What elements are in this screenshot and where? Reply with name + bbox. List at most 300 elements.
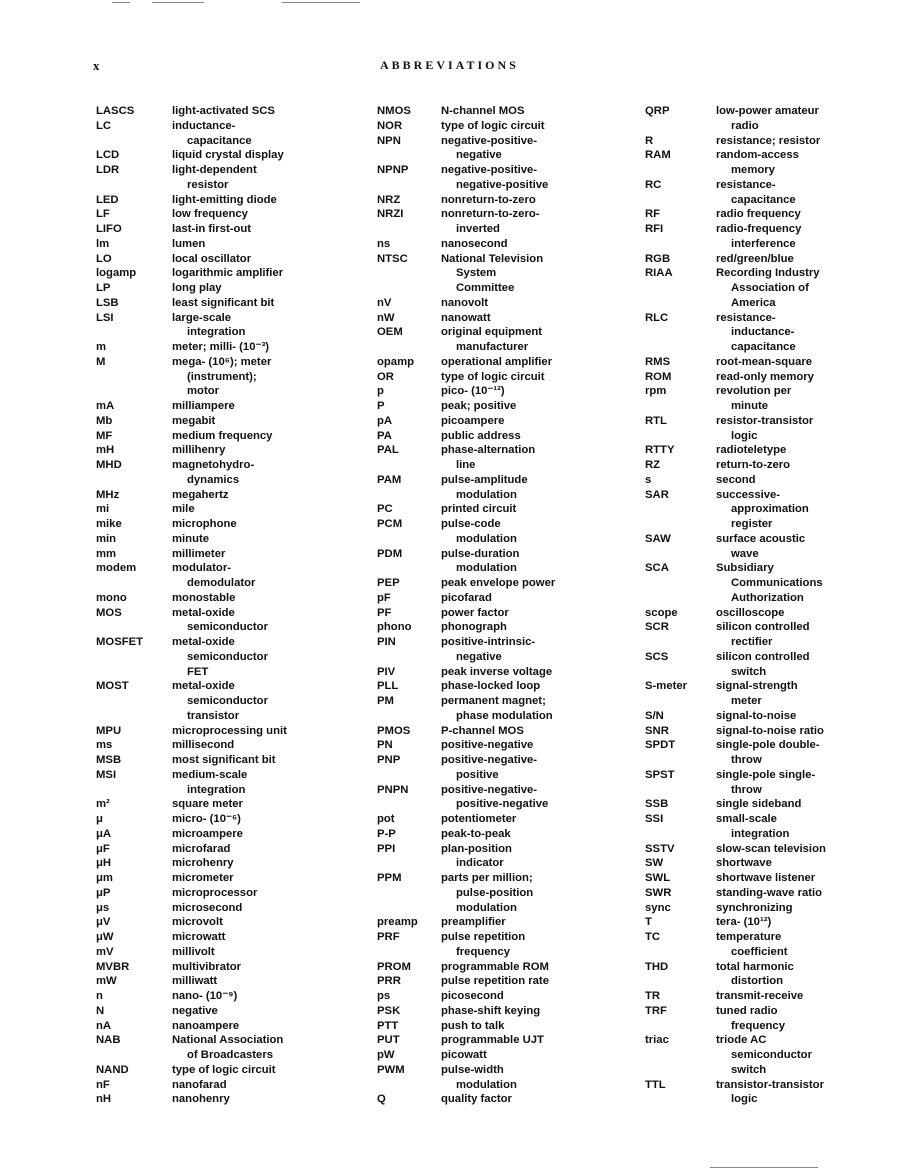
abbreviation-term: phono: [377, 621, 412, 634]
definition-line: medium frequency: [172, 429, 273, 442]
abbreviation-term: LF: [96, 208, 110, 221]
glossary-entry: [645, 222, 826, 252]
glossary-entry: [377, 915, 555, 930]
definition-line: random-access: [716, 149, 799, 162]
definition-line: nanoampere: [172, 1019, 240, 1032]
abbreviation-definition: [716, 709, 826, 724]
glossary-entry: [377, 355, 555, 370]
definition-line: lumen: [172, 237, 206, 250]
glossary-entry: [645, 148, 826, 178]
abbreviation-term: preamp: [377, 916, 418, 929]
abbreviation-term: SSTV: [645, 842, 675, 855]
abbreviation-term: MSB: [96, 754, 122, 766]
definition-line: printed circuit: [441, 503, 517, 516]
glossary-entry: [645, 650, 826, 680]
definition-line: phonograph: [441, 621, 507, 634]
definition-line: picoampere: [441, 414, 505, 427]
abbreviation-term: MVBR: [96, 960, 130, 973]
abbreviation-definition: [172, 458, 287, 488]
abbreviation-definition: [716, 842, 826, 857]
glossary-entry: [377, 1004, 555, 1019]
glossary-entry: [96, 281, 287, 296]
abbreviation-definition: [172, 296, 287, 311]
definition-line: peak envelope power: [441, 577, 556, 589]
glossary-entry: [96, 1019, 287, 1034]
abbreviation-term: mike: [96, 518, 122, 530]
definition-line: switch: [731, 665, 767, 678]
glossary-entry: [645, 266, 826, 310]
abbreviation-term: S/N: [645, 709, 664, 722]
glossary-entry: [377, 119, 555, 134]
definition-line: nanohenry: [172, 1093, 230, 1106]
abbreviation-term: LED: [96, 193, 119, 206]
glossary-entry: [377, 812, 555, 827]
definition-line: nano- (10⁻⁹): [172, 990, 238, 1002]
glossary-entry: [96, 148, 287, 163]
scan-rule: [112, 2, 130, 3]
abbreviation-definition: [172, 886, 287, 901]
abbreviation-definition: [172, 488, 287, 503]
abbreviation-definition: [441, 842, 555, 872]
definition-line: liquid crystal display: [172, 149, 284, 162]
definition-line: microprocessor: [172, 886, 258, 899]
abbreviation-definition: [716, 989, 826, 1004]
abbreviation-term: pW: [377, 1049, 395, 1061]
definition-line: millisecond: [172, 739, 235, 752]
definition-line: programmable ROM: [441, 960, 549, 973]
abbreviation-definition: [441, 1033, 555, 1048]
abbreviation-definition: [172, 871, 287, 886]
definition-line: register: [731, 518, 773, 530]
abbreviation-definition: [441, 517, 555, 547]
glossary-entry: [377, 547, 555, 577]
abbreviation-definition: [716, 207, 826, 222]
abbreviation-definition: [441, 871, 555, 915]
abbreviation-definition: [441, 665, 555, 680]
definition-line: megahertz: [172, 488, 229, 501]
glossary-entry: [377, 724, 555, 739]
glossary-entry: [645, 370, 826, 385]
glossary-entry: [96, 266, 287, 281]
abbreviation-definition: [172, 724, 287, 739]
definition-line: modulation: [456, 1078, 517, 1091]
abbreviation-term: n: [96, 990, 103, 1002]
definition-line: successive-: [716, 488, 781, 501]
definition-line: inductance-: [731, 326, 795, 339]
abbreviation-definition: [172, 635, 287, 679]
abbreviation-term: PLL: [377, 680, 399, 693]
definition-line: silicon controlled: [716, 621, 810, 634]
abbreviation-definition: [172, 945, 287, 960]
abbreviation-definition: [441, 783, 555, 813]
abbreviation-term: SSB: [645, 798, 669, 811]
abbreviation-term: MF: [96, 429, 113, 442]
definition-line: microprocessing unit: [172, 724, 287, 737]
abbreviation-term: mV: [96, 945, 114, 958]
abbreviation-definition: [441, 620, 555, 635]
abbreviation-definition: [441, 414, 555, 429]
abbreviation-definition: [172, 1004, 287, 1019]
glossary-entry: [96, 812, 287, 827]
definition-line: positive-negative-: [441, 783, 538, 796]
definition-line: positive: [456, 768, 499, 781]
abbreviation-term: PIV: [377, 665, 396, 678]
abbreviation-definition: [441, 1063, 555, 1093]
abbreviation-column-1: [96, 104, 287, 1107]
definition-line: peak inverse voltage: [441, 665, 553, 678]
definition-line: millivolt: [172, 945, 215, 958]
abbreviation-term: S-meter: [645, 680, 688, 693]
definition-line: megabit: [172, 414, 216, 427]
abbreviation-definition: [172, 1078, 287, 1093]
abbreviation-term: m: [96, 341, 107, 353]
glossary-entry: [377, 679, 555, 694]
abbreviation-term: RIAA: [645, 267, 673, 280]
abbreviation-term: NAND: [96, 1063, 129, 1076]
glossary-entry: [96, 340, 287, 355]
glossary-entry: [96, 296, 287, 311]
abbreviation-definition: [441, 915, 555, 930]
abbreviation-term: NPN: [377, 134, 401, 147]
abbreviation-term: μm: [96, 872, 113, 884]
abbreviation-term: PRR: [377, 975, 401, 988]
abbreviation-term: RZ: [645, 459, 661, 471]
definition-line: plan-position: [441, 842, 512, 855]
definition-line: Recording Industry: [716, 267, 820, 280]
definition-line: triode AC: [716, 1034, 767, 1047]
abbreviation-definition: [441, 827, 555, 842]
glossary-entry: [377, 193, 555, 208]
glossary-entry: [96, 724, 287, 739]
definition-line: slow-scan television: [716, 842, 826, 855]
abbreviation-definition: [441, 163, 555, 193]
abbreviation-definition: [172, 148, 287, 163]
definition-line: milliampere: [172, 400, 235, 412]
glossary-entry: [96, 458, 287, 488]
abbreviation-definition: [716, 960, 826, 990]
definition-line: line: [456, 459, 476, 471]
definition-line: mile: [172, 503, 195, 516]
abbreviation-definition: [441, 193, 555, 208]
definition-line: magnetohydro-: [172, 459, 255, 471]
abbreviation-term: mono: [96, 591, 127, 604]
definition-line: nonreturn-to-zero-: [441, 208, 540, 221]
definition-line: semiconductor: [187, 650, 268, 663]
definition-line: operational amplifier: [441, 355, 553, 368]
definition-line: total harmonic: [716, 960, 794, 973]
definition-line: of Broadcasters: [187, 1049, 274, 1061]
glossary-entry: [377, 237, 555, 252]
definition-line: light-dependent: [172, 164, 257, 176]
glossary-entry: [377, 694, 555, 724]
abbreviation-term: μs: [96, 901, 110, 914]
glossary-entry: [96, 488, 287, 503]
abbreviation-term: PC: [377, 503, 393, 516]
abbreviation-definition: [441, 989, 555, 1004]
glossary-entry: [96, 827, 287, 842]
glossary-entry: [645, 901, 826, 916]
abbreviation-term: TC: [645, 931, 661, 943]
glossary-entry: [645, 355, 826, 370]
glossary-entry: [645, 709, 826, 724]
definition-line: tera- (10¹²): [716, 916, 772, 929]
abbreviation-term: TRF: [645, 1004, 667, 1017]
abbreviation-term: LDR: [96, 164, 120, 176]
abbreviation-definition: [716, 620, 826, 650]
glossary-entry: [377, 429, 555, 444]
abbreviation-term: PF: [377, 606, 392, 619]
abbreviation-term: LASCS: [96, 105, 135, 117]
definition-line: National Television: [441, 252, 544, 265]
definition-line: N-channel MOS: [441, 105, 525, 117]
abbreviation-definition: [172, 163, 287, 193]
definition-line: throw: [731, 783, 762, 796]
definition-line: micro- (10⁻⁶): [172, 813, 241, 825]
abbreviation-term: μA: [96, 827, 112, 840]
abbreviation-definition: [716, 797, 826, 812]
abbreviation-term: Mb: [96, 414, 113, 427]
definition-line: most significant bit: [172, 754, 276, 766]
abbreviation-term: MHz: [96, 488, 120, 501]
glossary-entry: [96, 738, 287, 753]
definition-line: approximation: [731, 503, 809, 516]
glossary-entry: [377, 473, 555, 503]
definition-line: pulse-duration: [441, 547, 520, 560]
page-number: x: [93, 58, 100, 73]
definition-line: push to talk: [441, 1019, 505, 1032]
glossary-entry: [377, 502, 555, 517]
abbreviation-definition: [172, 974, 287, 989]
scan-rule: [152, 2, 204, 3]
definition-line: synchronizing: [716, 901, 793, 914]
definition-line: indicator: [456, 857, 504, 870]
abbreviation-definition: [172, 1019, 287, 1034]
definition-line: monostable: [172, 591, 236, 604]
abbreviation-definition: [172, 591, 287, 606]
definition-line: multivibrator: [172, 960, 242, 973]
abbreviation-term: PM: [377, 695, 394, 707]
abbreviation-term: SPDT: [645, 739, 676, 752]
abbreviation-definition: [172, 753, 287, 768]
glossary-entry: [377, 930, 555, 960]
definition-line: frequency: [456, 945, 510, 958]
abbreviation-term: M: [96, 355, 106, 368]
abbreviation-term: SAR: [645, 488, 669, 501]
glossary-entry: [645, 561, 826, 605]
glossary-entry: [96, 606, 287, 636]
abbreviation-term: LO: [96, 252, 112, 265]
definition-line: radio frequency: [716, 208, 801, 221]
glossary-entry: [96, 443, 287, 458]
definition-line: microhenry: [172, 857, 234, 870]
definition-line: light-emitting diode: [172, 193, 277, 206]
definition-line: peak-to-peak: [441, 827, 511, 840]
abbreviation-definition: [172, 281, 287, 296]
definition-line: signal-to-noise ratio: [716, 724, 824, 737]
glossary-entry: [96, 1033, 287, 1063]
definition-line: System: [456, 267, 497, 280]
glossary-entry: [96, 222, 287, 237]
definition-line: single sideband: [716, 798, 802, 811]
glossary-entry: [96, 163, 287, 193]
definition-line: resistance-: [716, 178, 776, 191]
definition-line: capacitance: [187, 134, 252, 147]
definition-line: metal-oxide: [172, 680, 235, 693]
glossary-entry: [96, 399, 287, 414]
definition-line: nanofarad: [172, 1078, 227, 1091]
abbreviation-definition: [716, 768, 826, 798]
glossary-entry: [96, 842, 287, 857]
abbreviation-definition: [172, 547, 287, 562]
abbreviation-term: Q: [377, 1093, 386, 1106]
definition-line: resistance-: [716, 311, 776, 324]
glossary-entry: [377, 591, 555, 606]
glossary-entry: [377, 517, 555, 547]
glossary-entry: [96, 1092, 287, 1107]
definition-line: picowatt: [441, 1049, 487, 1061]
glossary-entry: [645, 606, 826, 621]
abbreviation-term: pF: [377, 591, 391, 604]
glossary-entry: [96, 989, 287, 1004]
abbreviation-term: MOS: [96, 606, 122, 619]
abbreviation-term: LIFO: [96, 223, 122, 235]
glossary-entry: [377, 738, 555, 753]
glossary-entry: [645, 724, 826, 739]
abbreviation-term: nW: [377, 311, 395, 324]
definition-line: parts per million;: [441, 872, 533, 884]
definition-line: pico- (10⁻¹²): [441, 385, 505, 398]
abbreviation-definition: [441, 694, 555, 724]
abbreviation-term: ROM: [645, 370, 672, 383]
abbreviation-definition: [716, 355, 826, 370]
abbreviation-term: sync: [645, 901, 671, 914]
definition-line: light-activated SCS: [172, 105, 275, 117]
abbreviation-term: LSI: [96, 311, 114, 324]
glossary-entry: [645, 252, 826, 267]
abbreviation-term: logamp: [96, 267, 137, 280]
abbreviation-term: mA: [96, 400, 115, 412]
abbreviation-definition: [716, 915, 826, 930]
definition-line: standing-wave ratio: [716, 886, 823, 899]
abbreviation-term: modem: [96, 562, 137, 575]
abbreviation-term: P: [377, 400, 385, 412]
glossary-entry: [645, 384, 826, 414]
definition-line: type of logic circuit: [441, 370, 545, 383]
abbreviation-term: LC: [96, 119, 112, 132]
glossary-entry: [377, 252, 555, 296]
definition-line: memory: [731, 164, 775, 176]
abbreviation-term: R: [645, 134, 654, 147]
abbreviation-term: PCM: [377, 518, 403, 530]
glossary-entry: [377, 207, 555, 237]
glossary-entry: [96, 1063, 287, 1078]
abbreviation-term: p: [377, 385, 384, 398]
definition-line: picofarad: [441, 591, 492, 604]
abbreviation-definition: [172, 1063, 287, 1078]
abbreviation-term: RF: [645, 208, 661, 221]
glossary-entry: [645, 311, 826, 355]
definition-line: second: [716, 473, 756, 486]
glossary-entry: [96, 1078, 287, 1093]
glossary-entry: [377, 163, 555, 193]
definition-line: root-mean-square: [716, 355, 813, 368]
definition-line: negative-positive: [456, 178, 549, 191]
glossary-entry: [377, 370, 555, 385]
abbreviation-definition: [441, 134, 555, 164]
abbreviation-term: SSI: [645, 813, 664, 825]
abbreviation-term: mm: [96, 547, 117, 560]
definition-line: picosecond: [441, 990, 504, 1002]
abbreviation-term: SPST: [645, 768, 675, 781]
abbreviation-definition: [716, 738, 826, 768]
definition-line: modulation: [456, 562, 517, 575]
definition-line: wave: [731, 547, 759, 560]
definition-line: manufacturer: [456, 341, 529, 353]
glossary-entry: [645, 871, 826, 886]
definition-line: minute: [731, 400, 769, 412]
abbreviation-term: pot: [377, 813, 395, 825]
definition-line: shortwave: [716, 857, 772, 870]
definition-line: integration: [731, 827, 790, 840]
definition-line: single-pole double-: [716, 739, 820, 752]
glossary-entry: [377, 1048, 555, 1063]
definition-line: local oscillator: [172, 252, 252, 265]
definition-line: phase-alternation: [441, 444, 536, 457]
glossary-entry: [645, 458, 826, 473]
abbreviation-definition: [716, 148, 826, 178]
definition-line: low frequency: [172, 208, 248, 221]
abbreviation-definition: [441, 635, 555, 665]
glossary-entry: [645, 960, 826, 990]
definition-line: microfarad: [172, 842, 231, 855]
definition-line: metal-oxide: [172, 636, 235, 648]
glossary-entry: [377, 960, 555, 975]
abbreviation-definition: [716, 532, 826, 562]
abbreviation-definition: [172, 532, 287, 547]
definition-line: logic: [731, 429, 758, 442]
definition-line: millimeter: [172, 547, 226, 560]
definition-line: rectifier: [731, 636, 773, 648]
abbreviation-definition: [716, 871, 826, 886]
abbreviation-definition: [172, 340, 287, 355]
glossary-entry: [645, 1004, 826, 1034]
abbreviation-definition: [441, 974, 555, 989]
abbreviation-definition: [441, 591, 555, 606]
glossary-entry: [96, 974, 287, 989]
abbreviation-definition: [441, 576, 555, 591]
abbreviation-definition: [172, 311, 287, 341]
abbreviation-definition: [172, 827, 287, 842]
abbreviation-term: NRZI: [377, 208, 404, 221]
abbreviation-column-2: [377, 104, 555, 1107]
glossary-entry: [645, 856, 826, 871]
glossary-entry: [96, 960, 287, 975]
definition-line: read-only memory: [716, 370, 814, 383]
abbreviation-term: RLC: [645, 311, 669, 324]
definition-line: least significant bit: [172, 296, 275, 309]
abbreviation-definition: [441, 443, 555, 473]
abbreviation-definition: [716, 414, 826, 444]
definition-line: tuned radio: [716, 1004, 778, 1017]
abbreviation-definition: [716, 384, 826, 414]
glossary-entry: [645, 915, 826, 930]
abbreviation-term: PEP: [377, 577, 400, 589]
abbreviation-term: nV: [377, 296, 392, 309]
definition-line: switch: [731, 1063, 767, 1076]
definition-line: positive-negative: [456, 798, 549, 811]
abbreviation-definition: [172, 429, 287, 444]
abbreviation-term: SWR: [645, 886, 672, 899]
